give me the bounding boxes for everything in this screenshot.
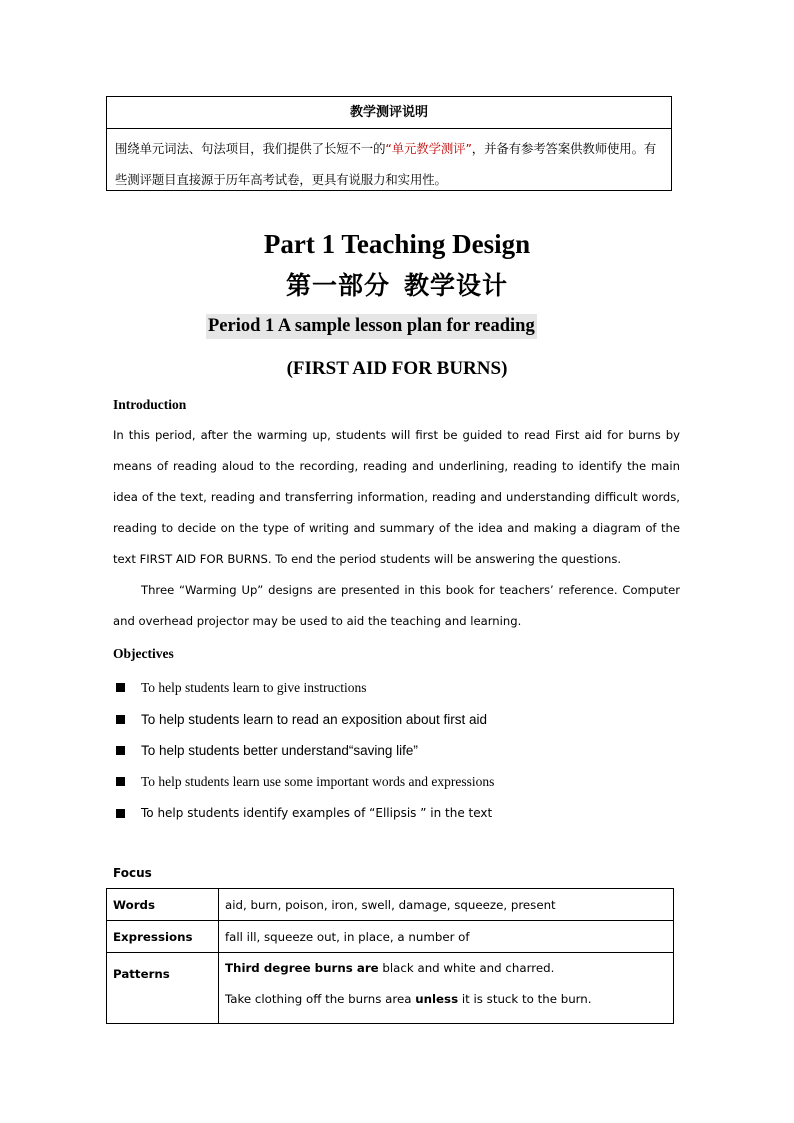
list-item: To help students better understand“saving life”	[113, 735, 673, 766]
note-heading: 教学测评说明	[107, 97, 671, 129]
objectives-heading: Objectives	[113, 646, 174, 661]
focus-label-expressions: Expressions	[107, 921, 219, 953]
note-text-start: 围绕单元词法、句法项目，我们提供了长短不一的	[115, 141, 386, 156]
introduction-paragraph-2: Three “Warming Up” designs are presented in this book for teachers’ reference. Computer and overhead projector may be used to aid the teaching and learning.	[113, 583, 680, 628]
period-title: Period 1 A sample lesson plan for reading	[206, 314, 537, 339]
list-item: To help students learn use some important words and expressions	[113, 766, 673, 797]
note-text-end: ，并备有参考答案供教师使用。有些测评题目直接源于历年高考试卷，更具有说服力和实用性。	[115, 141, 657, 187]
objectives-list	[113, 672, 673, 829]
part-title-cn	[0, 266, 794, 306]
lesson-subtitle: (FIRST AID FOR BURNS)	[286, 358, 508, 379]
part-title-en: Part 1 Teaching Design	[263, 229, 531, 259]
focus-label-words: Words	[107, 889, 219, 921]
focus-value-expressions: fall ill, squeeze out, in place, a number of	[219, 921, 674, 953]
introduction-paragraph-1: In this period, after the warming up, students will first be guided to read First aid for burns by means of reading aloud to the recording, reading and underlining, reading to identify the main idea of the text, reading and transferring information, reading and understanding difficult words, reading to decide on the type of writing and summary of the idea and making a diagram of the text FIRST AID FOR BURNS. To end the period students will be answering the questions.	[113, 428, 680, 566]
pattern-line-2: Take clothing off the burns area unless it is stuck to the burn.	[225, 992, 592, 1006]
square-bullet-icon	[116, 809, 125, 818]
introduction-heading: Introduction	[113, 397, 187, 412]
focus-table	[106, 888, 674, 1024]
square-bullet-icon	[116, 777, 125, 786]
list-item: To help students identify examples of “Ellipsis ” in the text	[113, 798, 673, 829]
square-bullet-icon	[116, 683, 125, 692]
part-title-cn-1: 第一部分	[285, 271, 390, 300]
part-title-cn-2: 教学设计	[404, 271, 509, 300]
list-item: To help students learn to read an exposition about first aid	[113, 703, 673, 734]
list-item: To help students learn to give instructions	[113, 672, 673, 703]
pattern-line-1: Third degree burns are black and white and charred.	[225, 961, 555, 975]
focus-value-words: aid, burn, poison, iron, swell, damage, squeeze, present	[219, 889, 674, 921]
focus-value-patterns	[219, 953, 674, 1024]
note-text	[107, 129, 671, 195]
square-bullet-icon	[116, 746, 125, 755]
focus-heading: Focus	[113, 866, 152, 880]
square-bullet-icon	[116, 715, 125, 724]
note-text-quote: “单元教学测评”	[385, 141, 472, 156]
introduction-text	[113, 420, 680, 637]
assessment-note-box	[106, 96, 672, 191]
focus-label-patterns: Patterns	[107, 953, 219, 1024]
table-row	[107, 921, 674, 953]
table-row	[107, 889, 674, 921]
table-row	[107, 953, 674, 1024]
